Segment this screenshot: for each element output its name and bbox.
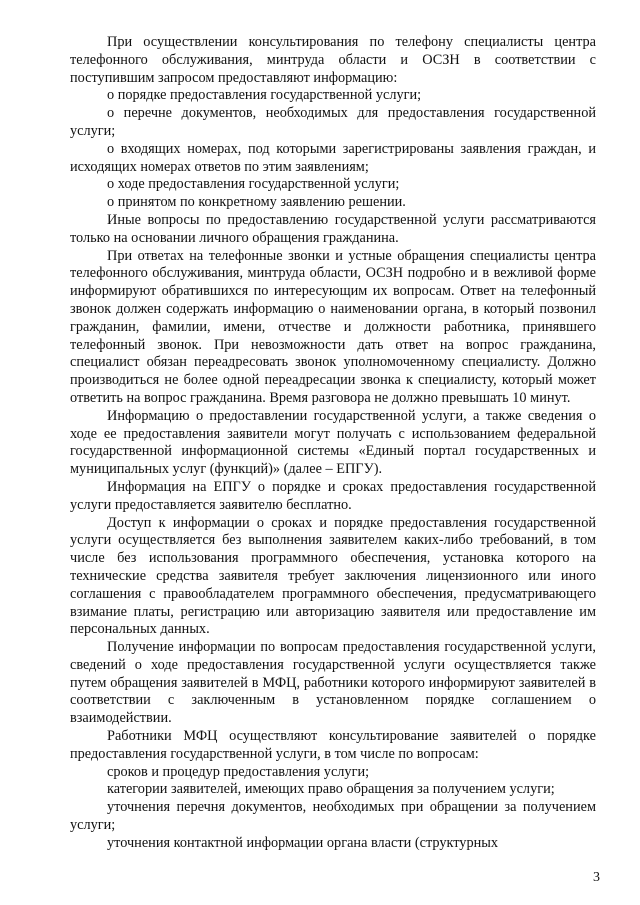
list-item-doc-list: уточнения перечня документов, необходимых при обращении за получением услуги; xyxy=(70,799,596,834)
paragraph-access: Доступ к информации о сроках и порядке предоставления государственной услуги осуществляется без выполнения заявителем каких-либо требований, в том числе без использования программного обеспечения, установка которого на технические средства заявителя требует заключения лицензионного или иного соглашения с правообладателем программного обеспечения, предусматривающего взимание платы, регистрацию или авторизацию заявителя или предоставление им персональных данных. xyxy=(70,514,596,638)
page-number: 3 xyxy=(593,870,600,885)
list-item-procedure: о порядке предоставления государственной услуги; xyxy=(107,87,422,104)
document-body xyxy=(70,34,596,853)
paragraph-epgu-info: Информацию о предоставлении государственной услуги, а также сведения о ходе ее предоставления заявители могут получать с использованием федеральной государственной информационной системы «Единый портал государственных и муниципальных услуг (функций)» (далее – ЕПГУ). xyxy=(70,407,596,478)
paragraph-phone-answers: При ответах на телефонные звонки и устные обращения специалисты центра телефонного обслуживания, минтруда области, ОСЗН подробно и в вежливой форме информируют обратившихся по интересующим их вопросам. Ответ на телефонный звонок должен содержать информацию о наименовании органа, в который позвонил гражданин, фамилии, имени, отчестве и должности работника, принявшего телефонный звонок. При невозможности дать ответ на вопрос гражданина, специалист обязан переадресовать звонок уполномоченному специалисту. Должно производиться не более одной переадресации звонка к специалисту, который может ответить на вопрос гражданина. Время разговора не должно превышать 10 минут. xyxy=(70,247,596,406)
list-item-terms: сроков и процедур предоставления услуги; xyxy=(107,763,370,780)
list-item-registration-numbers: о входящих номерах, под которыми зарегистрированы заявления граждан, и исходящих номерах ответов по этим заявлениям; xyxy=(70,140,596,175)
list-item-documents: о перечне документов, необходимых для предоставления государственной услуги; xyxy=(70,105,596,139)
list-item-contacts: уточнения контактной информации органа власти (структурных xyxy=(107,834,499,851)
paragraph-mfc-consulting: Работники МФЦ осуществляют консультирование заявителей о порядке предоставления государственной услуги, в том числе по вопросам: xyxy=(70,728,596,762)
paragraph-other-questions: Иные вопросы по предоставлению государственной услуги рассматриваются только на основании личного обращения гражданина. xyxy=(70,211,596,246)
list-item-progress: о ходе предоставления государственной услуги; xyxy=(107,176,400,193)
list-item-decision: о принятом по конкретному заявлению решении. xyxy=(107,194,406,211)
paragraph-1: При осуществлении консультирования по телефону специалисты центра телефонного обслуживания, минтруда области и ОСЗН в соответствии с поступившим запросом предоставляют информацию: xyxy=(70,34,596,86)
list-item-categories: категории заявителей, имеющих право обращения за получением услуги; xyxy=(107,781,555,798)
paragraph-mfc-info: Получение информации по вопросам предоставления государственной услуги, сведений о ходе предоставления государственной услуги осуществляется также путем обращения заявителей в МФЦ, работники которого информируют заявителей в соответствии с заключенным в установленном порядке соглашением о взаимодействии. xyxy=(70,639,596,727)
paragraph-epgu-free: Информация на ЕПГУ о порядке и сроках предоставления государственной услуги предоставляется заявителю бесплатно. xyxy=(70,478,596,513)
